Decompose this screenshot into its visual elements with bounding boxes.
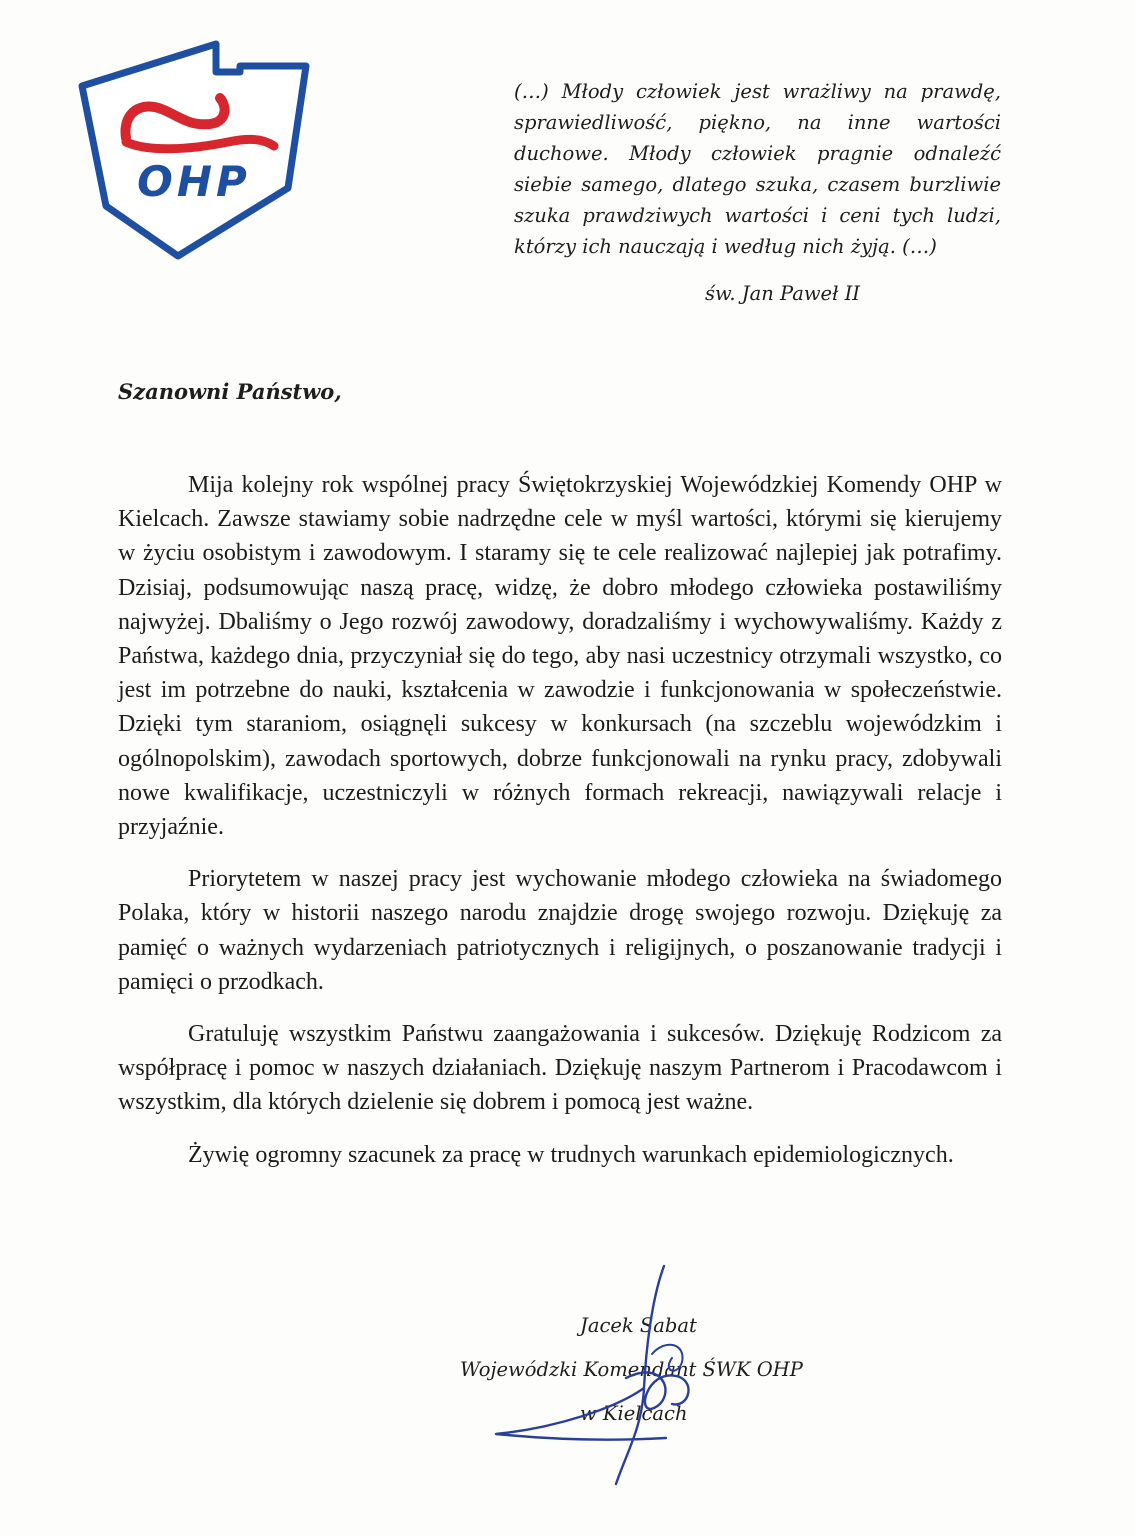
salutation: Szanowni Państwo, [118,379,342,404]
ohp-logo [78,38,310,260]
ohp-logo-graphic [78,38,310,260]
quote-author: św. Jan Paweł II [704,282,860,305]
letter-paragraph: Żywię ogromny szacunek za pracę w trudnych warunkach epidemiologicznych. [188,1141,954,1168]
letter-paragraph: Mija kolejny rok wspólnej pracy Świętokrzyskiej Wojewódzkiej Komendy OHP w Kielcach. Zawsze stawiamy sobie nadrzędne cele w myśl wartości, którymi się kierujemy w życiu osobistym i zawodowym. I staramy się te cele realizować najlepiej jak potrafimy. Dzisiaj, podsumowując naszą pracę, widzę, że dobro młodego człowieka postawiliśmy najwyżej. Dbaliśmy o Jego rozwój zawodowy, doradzaliśmy i wychowywaliśmy. Każdy z Państwa, każdego dnia, przyczyniał się do tego, aby nasi uczestnicy otrzymali wszystko, co jest im potrzebne do nauki, kształcenia w zawodzie i funkcjonowania w społeczeństwie. Dzięki tym staraniom, osiągnęli sukcesy w konkursach (na szczeblu wojewódzkim i ogólnopolskim), zawodach sportowych, dobrze funkcjonowali na rynku pracy, zdobywali nowe kwalifikacje, uczestniczyli w różnych formach rekreacji, nawiązywali relacje i przyjaźnie. [118,472,1002,841]
letter-paragraph: Priorytetem w naszej pracy jest wychowanie młodego człowieka na świadomego Polaka, który w historii naszego narodu znajdzie drogę swojego rozwoju. Dziękuję za pamięć o ważnych wydarzeniach patriotycznych i religijnych, o poszanowanie tradycji i pamięci o przodkach. [118,866,1002,995]
logo-text: OHP [137,157,251,206]
signatory-name: Jacek Sabat [580,1314,697,1337]
signatory-city: w Kielcach [580,1402,688,1425]
signatory-title: Wojewódzki Komendant ŚWK OHP [460,1358,803,1381]
quote-text: (…) Młody człowiek jest wrażliwy na prawdę, sprawiedliwość, piękno, na inne wartości duchowe. Młody człowiek pragnie odnaleźć siebie samego, dlatego szuka, czasem burzliwie szuka prawdziwych wartości i ceni tych ludzi, którzy ich nauczają i według nich żyją. (…) [514,80,1001,258]
letter-body [118,468,1002,1190]
letter-paragraph: Gratuluję wszystkim Państwu zaangażowania i sukcesów. Dziękuję Rodzicom za współpracę i pomoc w naszych działaniach. Dziękuję naszym Partnerom i Pracodawcom i wszystkim, dla których dzielenie się dobrem i pomocą jest ważne. [118,1021,1002,1116]
